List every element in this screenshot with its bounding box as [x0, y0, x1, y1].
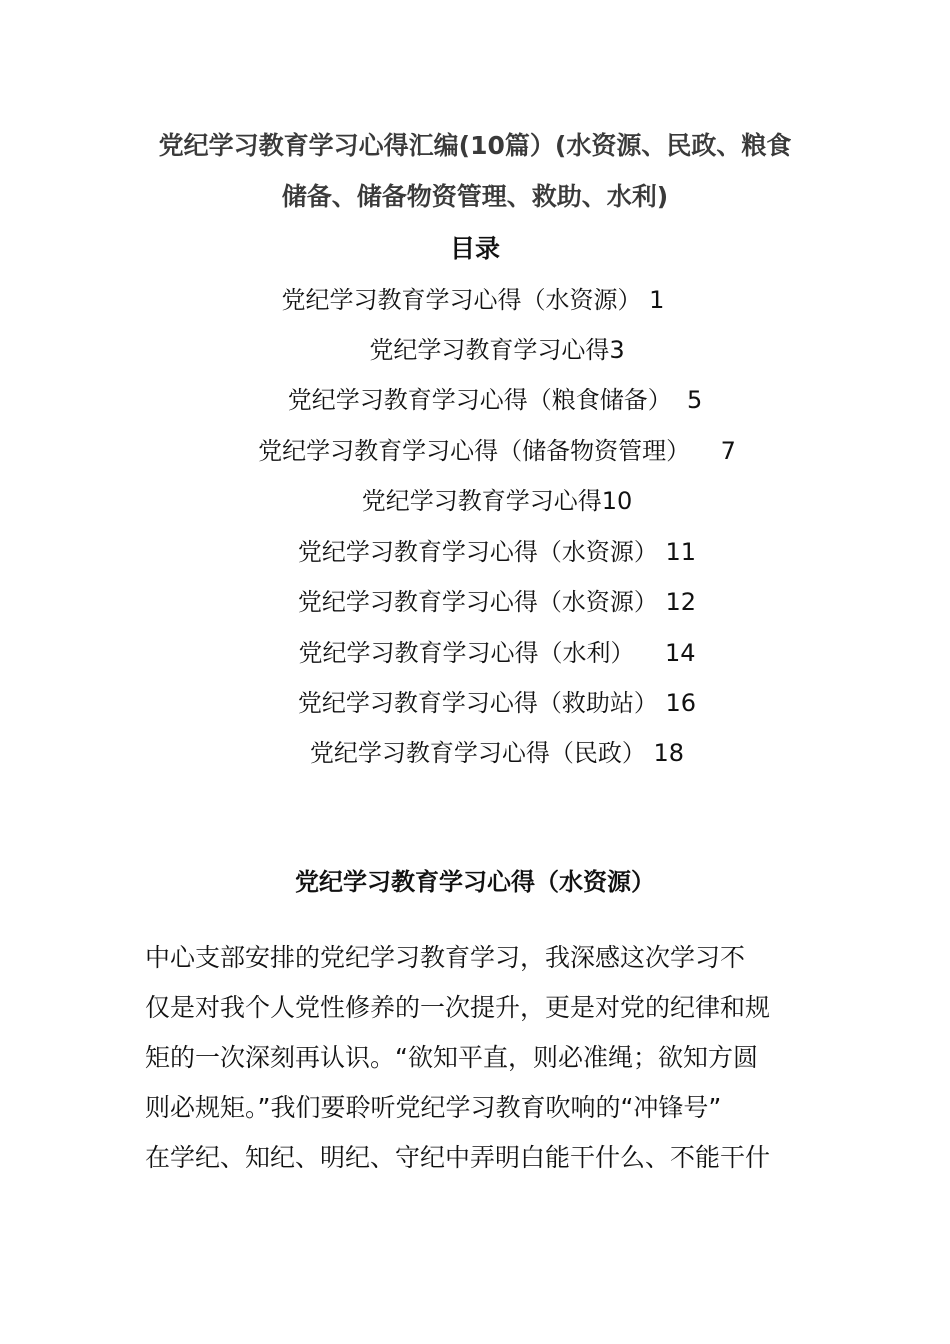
- body-text-line: 中心支部安排的党纪学习教育学习，我深感这次学习不: [145, 943, 746, 972]
- toc-entry[interactable]: 党纪学习教育学习心得3: [369, 336, 625, 364]
- body-text-line: 则必规矩。”我们要聆听党纪学习教育吹响的“冲锋号”: [145, 1093, 722, 1122]
- body-text-line: 仅是对我个人党性修养的一次提升，更是对党的纪律和规: [145, 993, 771, 1022]
- toc-heading: 目录: [449, 234, 500, 263]
- body-text-line: 矩的一次深刻再认识。“欲知平直，则必准绳；欲知方圆: [145, 1043, 758, 1072]
- toc-entry[interactable]: 党纪学习教育学习心得（储备物资管理） 7: [258, 437, 736, 465]
- section-title: 党纪学习教育学习心得（水资源）: [295, 868, 655, 896]
- toc-entry[interactable]: 党纪学习教育学习心得（水资源） 1: [281, 286, 665, 314]
- toc-entry[interactable]: 党纪学习教育学习心得（救助站） 16: [297, 689, 697, 717]
- toc-entry[interactable]: 党纪学习教育学习心得（水资源） 12: [297, 588, 697, 616]
- toc-entry[interactable]: 党纪学习教育学习心得（粮食储备） 5: [287, 386, 703, 414]
- toc-entry[interactable]: 党纪学习教育学习心得（民政） 18: [309, 739, 685, 767]
- document-title-line-1: 党纪学习教育学习心得汇编(10篇）(水资源、民政、粮食: [158, 131, 792, 160]
- document-title-line-2: 储备、储备物资管理、救助、水利): [281, 182, 669, 211]
- toc-entry[interactable]: 党纪学习教育学习心得10: [361, 487, 633, 515]
- toc-entry[interactable]: 党纪学习教育学习心得（水资源） 11: [297, 538, 697, 566]
- toc-entry[interactable]: 党纪学习教育学习心得（水利） 14: [298, 639, 696, 667]
- body-text-line: 在学纪、知纪、明纪、守纪中弄明白能干什么、不能干什: [145, 1143, 771, 1172]
